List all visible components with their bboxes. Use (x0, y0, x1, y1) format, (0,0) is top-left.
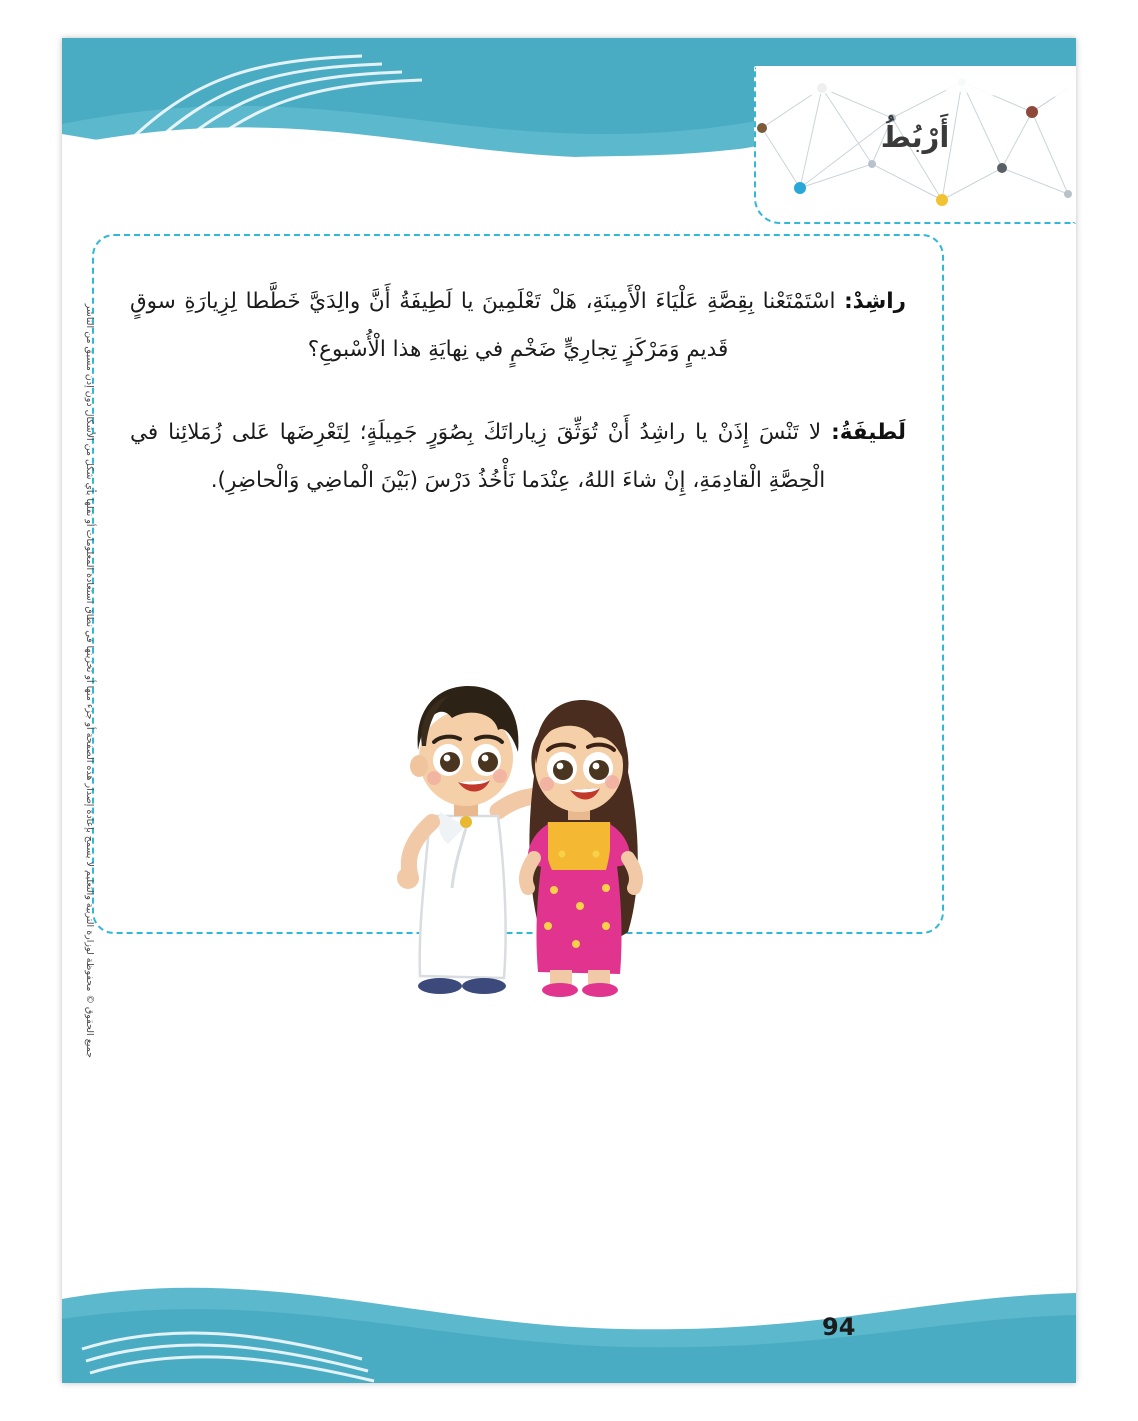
dialogue-content-box (92, 234, 944, 934)
speaker-name-latifa: لَطيفَةُ: (831, 419, 906, 445)
page-number: 94 (822, 1313, 856, 1341)
copyright-note: جميع الحقوق © محفوظة لوزارة التربية والتعليم لا يسمح بإعادة إصدار هذه الصفحة أو جزء منها أو تخزينها في نطاق استعادة المعلومات أو نقلها بأي شكل من الأشكال دون إذن مسبق من الناشر (84, 303, 95, 1058)
dialogue-line-1-text: اسْتَمْتَعْنا بِقِصَّةِ عَلْيَاءَ الْأَمِينَةِ، هَلْ تَعْلَمِينَ يا لَطِيفَةُ أَنَّ والِدَيَّ خَطَّطا لِزِيارَةِ سوقٍ قَديمٍ وَمَرْكَزٍ تِجارِيٍّ ضَخْمٍ في نِهايَةِ هذا الْأُسْبوعِ؟ (130, 289, 845, 363)
textbook-page (62, 38, 1076, 1383)
dialogue-line-2 (130, 409, 906, 506)
dialogue-text (130, 278, 906, 506)
girl-figure (526, 700, 638, 997)
two-children-illustration (348, 626, 688, 1026)
section-title-tab (754, 66, 1076, 224)
page-title: أَرْبُطُ (880, 120, 950, 154)
speaker-name-rashid: راشِدْ: (844, 289, 906, 314)
bottom-decorative-band (62, 1263, 1076, 1383)
dialogue-line-2-text: لا تَنْسَ إِذَنْ يا راشِدُ أَنْ تُوَثِّقَ زِياراتَكَ بِصُوَرٍ جَمِيلَةٍ؛ لِتَعْرِضَها عَلى زُمَلائِنا في الْحِصَّةِ الْقادِمَةِ، إِنْ شاءَ اللهُ، عِنْدَما نَأْخُذُ دَرْسَ (بَيْنَ الْماضِي وَالْحاضِرِ). (130, 419, 832, 494)
dialogue-line-1 (130, 278, 906, 375)
